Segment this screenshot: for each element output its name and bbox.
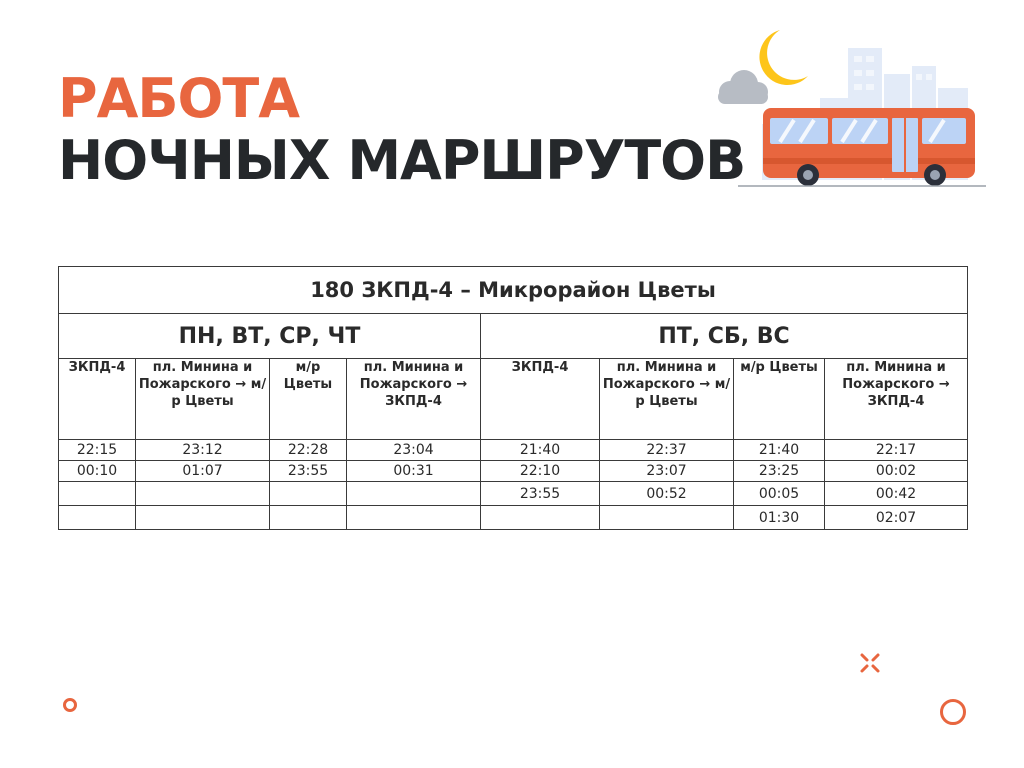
time-cell: 00:52: [600, 482, 734, 506]
time-cell: [136, 506, 270, 530]
table-row: [59, 482, 968, 506]
time-cell: 00:05: [734, 482, 825, 506]
time-cell: 22:37: [600, 440, 734, 461]
table-row: [59, 440, 968, 461]
time-cell: [59, 506, 136, 530]
time-cell: 00:31: [347, 461, 481, 482]
time-cell: 22:15: [59, 440, 136, 461]
time-cell: 21:40: [734, 440, 825, 461]
column-header: ЗКПД-4: [481, 359, 600, 440]
table-row: [59, 461, 968, 482]
column-header: пл. Минина и Пожарского → ЗКПД-4: [347, 359, 481, 440]
cloud-icon: [718, 70, 768, 104]
column-header: м/р Цветы: [270, 359, 347, 440]
table-row: [59, 506, 968, 530]
column-header: м/р Цветы: [734, 359, 825, 440]
circle-outline-icon: [938, 697, 968, 727]
column-header: пл. Минина и Пожарского → м/р Цветы: [136, 359, 270, 440]
time-cell: [481, 506, 600, 530]
time-cell: 00:42: [825, 482, 968, 506]
column-header: ЗКПД-4: [59, 359, 136, 440]
time-cell: [347, 506, 481, 530]
days-weekdays: ПН, ВТ, СР, ЧТ: [59, 314, 481, 359]
time-cell: 23:25: [734, 461, 825, 482]
column-header: пл. Минина и Пожарского → м/р Цветы: [600, 359, 734, 440]
crescent-moon-icon: [759, 30, 808, 85]
time-cell: 23:55: [270, 461, 347, 482]
time-cell: 23:07: [600, 461, 734, 482]
time-cell: 22:10: [481, 461, 600, 482]
time-cell: 01:07: [136, 461, 270, 482]
time-cell: [59, 482, 136, 506]
time-cell: 23:12: [136, 440, 270, 461]
time-cell: 01:30: [734, 506, 825, 530]
time-cell: 00:02: [825, 461, 968, 482]
route-header: 180 ЗКПД-4 – Микрорайон Цветы: [59, 267, 968, 314]
time-cell: [136, 482, 270, 506]
title-line-2: НОЧНЫХ МАРШРУТОВ: [58, 129, 746, 192]
bus-icon: [763, 108, 975, 186]
time-cell: [270, 482, 347, 506]
time-cell: 22:17: [825, 440, 968, 461]
time-cell: 00:10: [59, 461, 136, 482]
time-cell: 23:55: [481, 482, 600, 506]
circle-outline-icon: [62, 697, 78, 713]
time-cell: [600, 506, 734, 530]
sparkle-cross-icon: [858, 651, 882, 675]
time-cell: 23:04: [347, 440, 481, 461]
column-header: пл. Минина и Пожарского → ЗКПД-4: [825, 359, 968, 440]
time-cell: 22:28: [270, 440, 347, 461]
night-bus-illustration: [708, 26, 993, 191]
page-title: [58, 68, 745, 192]
time-cell: 21:40: [481, 440, 600, 461]
days-weekend: ПТ, СБ, ВС: [481, 314, 968, 359]
time-cell: [270, 506, 347, 530]
title-line-1: РАБОТА: [58, 67, 300, 130]
schedule-table: [58, 266, 968, 530]
time-cell: [347, 482, 481, 506]
time-cell: 02:07: [825, 506, 968, 530]
